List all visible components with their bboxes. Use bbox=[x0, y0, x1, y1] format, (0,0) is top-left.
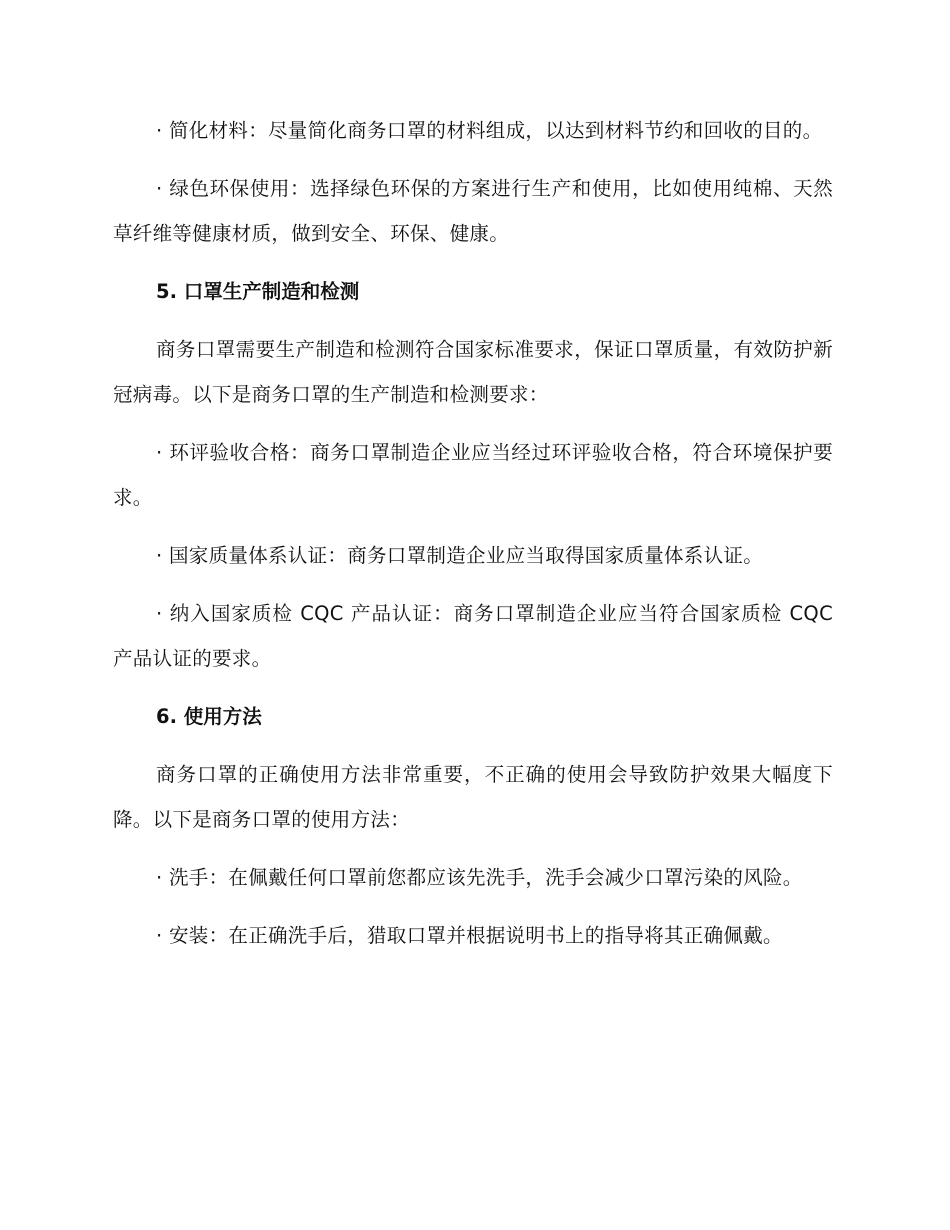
bullet-environmental-acceptance: · 环评验收合格：商务口罩制造企业应当经过环评验收合格，符合环境保护要求。 bbox=[113, 441, 833, 509]
bullet-wash-hands: · 洗手：在佩戴任何口罩前您都应该先洗手，洗手会减少口罩污染的风险。 bbox=[156, 866, 803, 889]
bullet-cqc-certification: · 纳入国家质检 CQC 产品认证：商务口罩制造企业应当符合国家质检 CQC 产品认证的要求。 bbox=[113, 602, 833, 670]
section-heading-production: 5. 口罩生产制造和检测 bbox=[156, 280, 360, 303]
bullet-install: · 安装：在正确洗手后，猎取口罩并根据说明书上的指导将其正确佩戴。 bbox=[156, 924, 783, 947]
bullet-green-usage: · 绿色环保使用：选择绿色环保的方案进行生产和使用，比如使用纯棉、天然草纤维等健康材质，做到安全、环保、健康。 bbox=[113, 177, 833, 245]
usage-intro-paragraph: 商务口罩的正确使用方法非常重要，不正确的使用会导致防护效果大幅度下降。以下是商务口罩的使用方法： bbox=[113, 763, 833, 831]
bullet-simplify-materials: · 简化材料：尽量简化商务口罩的材料组成，以达到材料节约和回收的目的。 bbox=[156, 119, 823, 142]
bullet-quality-system: · 国家质量体系认证：商务口罩制造企业应当取得国家质量体系认证。 bbox=[156, 544, 763, 567]
production-intro-paragraph: 商务口罩需要生产制造和检测符合国家标准要求，保证口罩质量，有效防护新冠病毒。以下是商务口罩的生产制造和检测要求： bbox=[113, 338, 833, 406]
section-heading-usage: 6. 使用方法 bbox=[156, 705, 262, 728]
document-body bbox=[113, 108, 833, 971]
